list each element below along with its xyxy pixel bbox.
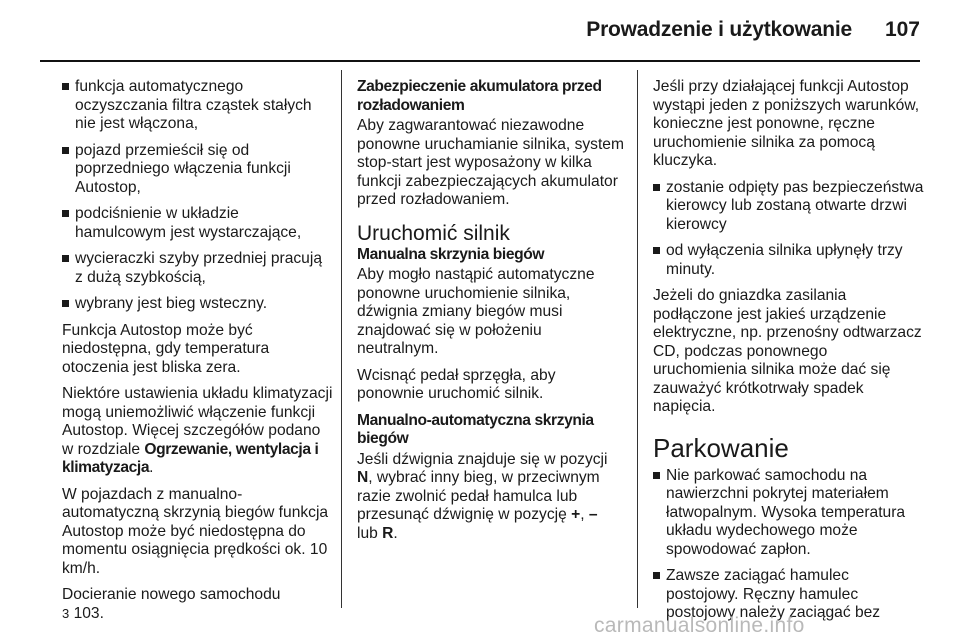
page-number: 107 [884,18,920,41]
list-item: wybrany jest bieg wsteczny. [62,295,334,314]
bullet-square-icon [62,300,69,307]
bullet-square-icon [653,572,660,579]
watermark: carmanualsonline.info [594,614,805,637]
page-reference-icon: 3 [62,605,70,621]
chapter-title: Prowadzenie i użytkowanie [586,18,852,41]
header-rule [40,60,920,62]
paragraph: Funkcja Autostop może być niedostępna, gdy temperatura otoczenia jest bliska zera. [62,321,270,376]
list-item: Nie parkować samochodu na nawierzchni pokrytej materiałem łatwopalnym. Wysoka temperatura układu wydechowego może spowodować zapłon. [653,467,925,560]
list-item: funkcja automatycznego oczyszczania filtra cząstek stałych nie jest włączona, [62,78,334,134]
cross-reference-link[interactable]: Ogrzewanie, wentylacja i klimatyzacja [62,440,319,476]
section-title: Parkowanie [653,432,789,463]
page-header [0,16,960,52]
column-divider [637,70,638,608]
paragraph: W pojazdach z manualno-automatyczną skrzynią biegów funkcja Autostop może być niedostępna do momentu osiągnięcia prędkości ok. 10 km/h. [62,485,329,577]
paragraph: Docieranie nowego samochodu 3 103. [62,586,281,622]
subheading: Zabezpieczenie akumulatora przed rozładowaniem [357,78,602,114]
paragraph: Jeśli przy działającej funkcji Autostop wystąpi jeden z poniższych warunków, konieczne jest ponowne, ręczne uruchomienie silnika za pomocą kluczyka. [653,78,920,169]
column-divider [341,70,342,608]
bullet-square-icon [62,255,69,262]
paragraph: Aby mogło nastąpić automatyczne ponowne uruchomienie silnika, dźwignia zmiany biegów musi znajdować się w położeniu neutralnym. [357,266,595,357]
section-title: Uruchomić silnik [357,221,510,245]
paragraph: Jeśli dźwignia znajduje się w pozycji N, wybrać inny bieg, w przeciwnym razie zwolnić pedał hamulca lub przesunąć dźwignię w pozycję +, – lub R. [357,450,608,542]
subheading: Manualna skrzynia biegów [357,245,545,263]
column-1 [62,78,334,631]
paragraph: Niektóre ustawienia układu klimatyzacji mogą uniemożliwić włączenie funkcji Autostop. Więcej szczegółów podano w rozdziale Ogrzewanie, wentylacja i klimatyzacja. [62,385,333,476]
column-2 [357,78,625,551]
subheading: Manualno-automatyczna skrzynia biegów [357,411,594,447]
list-item: pojazd przemieścił się od poprzedniego włączenia funkcji Autostop, [62,142,334,198]
list-item: wycieraczki szyby przedniej pracują z dużą szybkością, [62,250,334,287]
column-3 [653,78,925,631]
paragraph: Aby zagwarantować niezawodne ponowne uruchamianie silnika, system stop-start jest wyposażony w kilka funkcji zabezpieczających akumulator przed rozładowaniem. [357,117,624,208]
bullet-square-icon [62,210,69,217]
bullet-square-icon [653,184,660,191]
list-item: zostanie odpięty pas bezpieczeństwa kierowcy lub zostaną otwarte drzwi kierowcy [653,179,925,235]
paragraph: Jeżeli do gniazdka zasilania podłączone jest jakieś urządzenie elektryczne, np. przenośny odtwarzacz CD, podczas ponownego uruchomienia silnika może dać się zauważyć krótkotrwały spadek napięcia. [653,287,922,415]
bullet-square-icon [653,472,660,479]
list-item: podciśnienie w układzie hamulcowym jest wystarczające, [62,205,334,242]
page-reference[interactable]: 103. [69,604,104,622]
list-item: Zawsze zaciągać hamulec postojowy. Ręczny hamulec postojowy należy zaciągać bez [653,567,925,623]
bullet-square-icon [62,147,69,154]
list-item: od wyłączenia silnika upłynęły trzy minuty. [653,242,925,279]
paragraph: Wcisnąć pedał sprzęgła, aby ponownie uruchomić silnik. [357,366,556,402]
bullet-square-icon [653,247,660,254]
bullet-square-icon [62,83,69,90]
